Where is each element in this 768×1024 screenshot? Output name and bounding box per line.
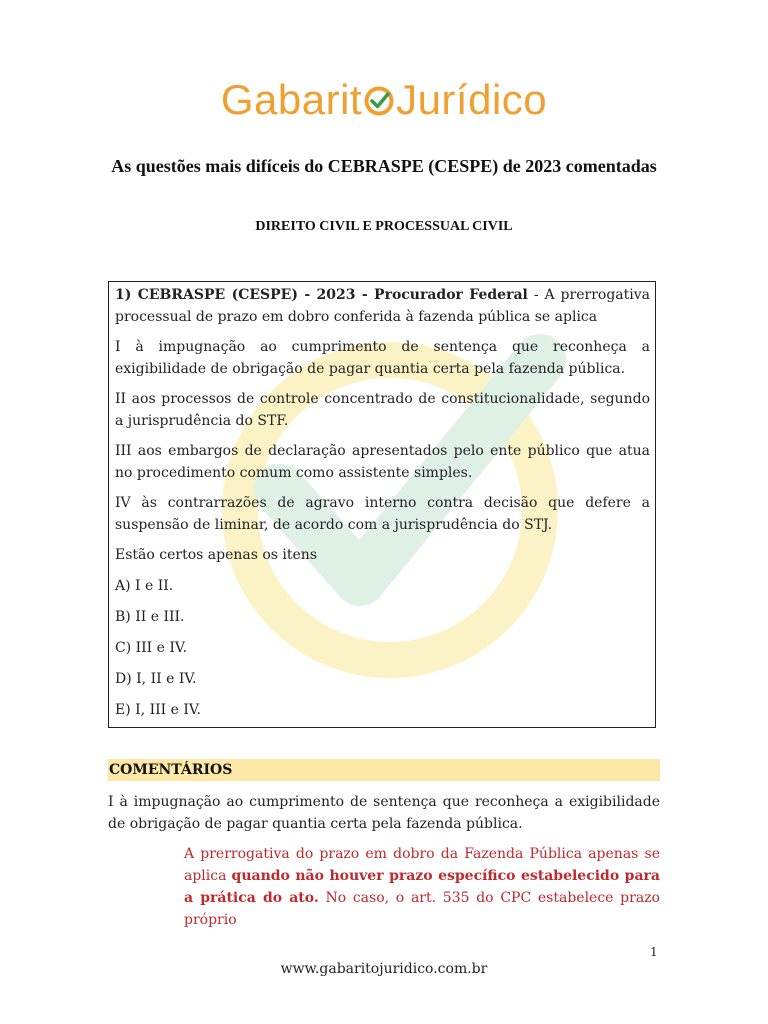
check-circle-icon	[363, 85, 395, 117]
statement-iii: III aos embargos de declaração apresentados pelo ente público que atua no procedimento comum como assistente simples.	[115, 443, 650, 481]
comment-explanation	[184, 843, 660, 931]
page-title: As questões mais difíceis do CEBRASPE (CESPE) de 2023 comentadas	[111, 156, 657, 176]
option-e: E) I, III e IV.	[115, 702, 201, 718]
page-subtitle: DIREITO CIVIL E PROCESSUAL CIVIL	[255, 219, 513, 234]
site-logo	[0, 76, 768, 124]
option-d: D) I, II e IV.	[115, 671, 197, 687]
logo-text-juridico: Jurídico	[396, 76, 548, 123]
question-source: 1) CEBRASPE (CESPE) - 2023 - Procurador Federal	[115, 287, 528, 303]
question-header	[115, 284, 650, 328]
explanation-bold: quando não houver prazo específico estabelecido para a prática do ato.	[184, 868, 660, 906]
option-a: A) I e II.	[115, 578, 174, 594]
option-c: C) III e IV.	[115, 640, 188, 656]
explanation-text-2: No caso, o art. 535 do CPC estabelece prazo próprio	[184, 890, 660, 928]
comments-section	[108, 759, 660, 939]
page-number: 1	[650, 945, 658, 959]
option-b: B) II e III.	[115, 609, 185, 625]
logo-text-gabarito: Gabarit	[220, 76, 363, 123]
statement-iv: IV às contrarrazões de agravo interno contra decisão que defere a suspensão de liminar, de acordo com a jurisprudência do STJ.	[115, 495, 650, 533]
explanation-text-1: A prerrogativa do prazo em dobro da Fazenda Pública apenas se aplica	[184, 846, 660, 884]
statement-i: I à impugnação ao cumprimento de sentença que reconheça a exigibilidade de obrigação de pagar quantia certa pela fazenda pública.	[115, 339, 650, 377]
footer-url: www.gabaritojuridico.com.br	[280, 961, 488, 977]
comments-header: COMENTÁRIOS	[108, 759, 660, 781]
question-prompt: - A prerrogativa processual de prazo em dobro conferida à fazenda pública se aplica	[115, 287, 650, 325]
question-instruction: Estão certos apenas os itens	[115, 547, 318, 563]
comment-item: I à impugnação ao cumprimento de sentença que reconheça a exigibilidade de obrigação de pagar quantia certa pela fazenda pública.	[108, 794, 660, 832]
question-box	[108, 281, 656, 728]
statement-ii: II aos processos de controle concentrado de constitucionalidade, segundo a jurisprudência do STF.	[115, 391, 650, 429]
